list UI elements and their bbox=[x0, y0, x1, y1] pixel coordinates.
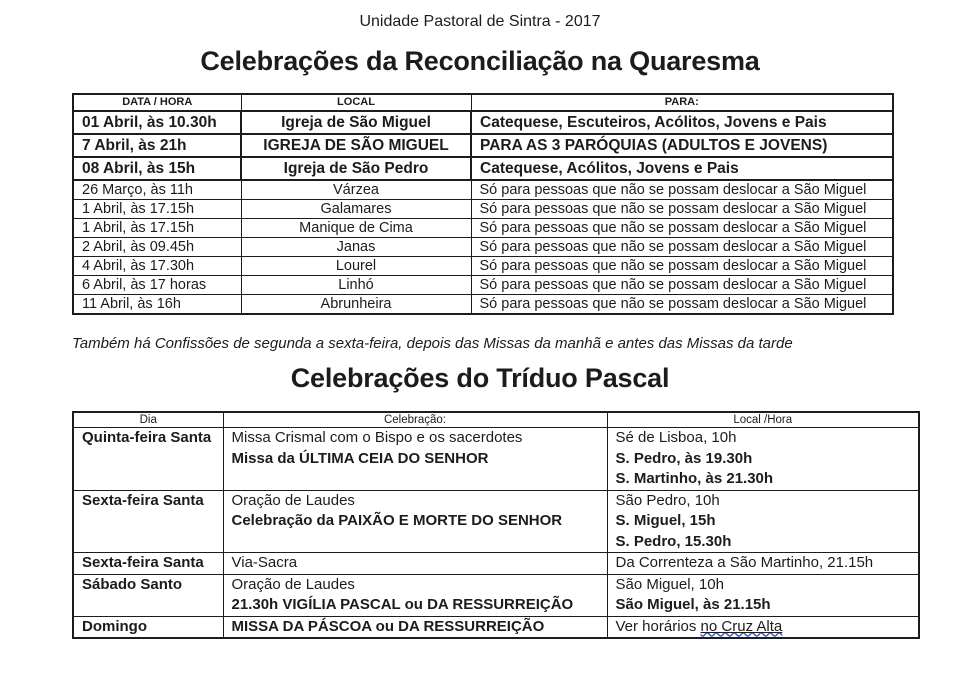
cell-para: PARA AS 3 PARÓQUIAS (ADULTOS E JOVENS) bbox=[471, 134, 893, 157]
table-row bbox=[73, 200, 893, 219]
table-row bbox=[73, 428, 919, 491]
cell-line: São Miguel, às 21.15h bbox=[615, 596, 771, 613]
table-row bbox=[73, 295, 893, 315]
cell-data-hora: 26 Março, às 11h bbox=[73, 180, 241, 200]
document-title: Unidade Pastoral de Sintra - 2017 bbox=[359, 13, 601, 30]
cell-line: Missa da ÚLTIMA CEIA DO SENHOR bbox=[231, 449, 489, 467]
cell-line: S. Pedro, 15.30h bbox=[615, 532, 732, 550]
cell-local: Janas bbox=[241, 238, 471, 257]
confessions-note: Também há Confissões de segunda a sexta-feira, depois das Missas da manhã e antes das Missas da tarde bbox=[72, 335, 793, 352]
cell-line: Via-Sacra bbox=[231, 554, 298, 571]
cell-line: São Pedro, 10h bbox=[615, 491, 720, 509]
cell-data-hora: 1 Abril, às 17.15h bbox=[73, 200, 241, 219]
cell-local: Igreja de São Miguel bbox=[241, 111, 471, 134]
cell-celebracao bbox=[223, 616, 607, 638]
column-header-para: PARA: bbox=[471, 94, 893, 111]
column-header-local-hora: Local /Hora bbox=[607, 412, 919, 428]
table-row bbox=[73, 276, 893, 295]
cell-para: Só para pessoas que não se possam deslocar a São Miguel bbox=[471, 276, 893, 295]
table-row bbox=[73, 111, 893, 134]
cell-para: Só para pessoas que não se possam deslocar a São Miguel bbox=[471, 295, 893, 315]
cell-dia: Quinta-feira Santa bbox=[73, 428, 223, 491]
cell-line: Da Correnteza a São Martinho, 21.15h bbox=[615, 554, 874, 571]
cell-local-hora bbox=[607, 616, 919, 638]
cell-line: S. Martinho, às 21.30h bbox=[615, 470, 774, 487]
table-row bbox=[73, 490, 919, 553]
cell-dia: Sábado Santo bbox=[73, 574, 223, 616]
cell-para: Só para pessoas que não se possam deslocar a São Miguel bbox=[471, 200, 893, 219]
cell-data-hora: 1 Abril, às 17.15h bbox=[73, 219, 241, 238]
cell-local: Linhó bbox=[241, 276, 471, 295]
table-row bbox=[73, 134, 893, 157]
cell-local: Lourel bbox=[241, 257, 471, 276]
cell-line: MISSA DA PÁSCOA ou DA RESSURREIÇÃO bbox=[231, 617, 545, 635]
cell-line: Oração de Laudes bbox=[231, 491, 355, 509]
cell-local-hora bbox=[607, 490, 919, 553]
cell-celebracao bbox=[223, 428, 607, 491]
triduo-table-body bbox=[73, 428, 919, 639]
cell-local-hora bbox=[607, 553, 919, 575]
cell-line: S. Miguel, 15h bbox=[615, 512, 716, 529]
cell-data-hora: 08 Abril, às 15h bbox=[73, 157, 241, 180]
triduo-table bbox=[72, 411, 920, 639]
table-row bbox=[73, 157, 893, 180]
cell-line: Sé de Lisboa, 10h bbox=[615, 429, 737, 446]
reconciliation-header-row bbox=[73, 94, 893, 111]
cell-data-hora: 11 Abril, às 16h bbox=[73, 295, 241, 315]
cell-line: Ver horários no Cruz Alta bbox=[615, 617, 783, 635]
cell-celebracao bbox=[223, 553, 607, 575]
cell-line: Oração de Laudes bbox=[231, 575, 355, 593]
cell-para: Só para pessoas que não se possam deslocar a São Miguel bbox=[471, 180, 893, 200]
cell-line: Celebração da PAIXÃO E MORTE DO SENHOR bbox=[231, 512, 563, 529]
cell-dia: Domingo bbox=[73, 616, 223, 638]
cell-line: São Miguel, 10h bbox=[615, 575, 724, 593]
table-row bbox=[73, 180, 893, 200]
cell-data-hora: 4 Abril, às 17.30h bbox=[73, 257, 241, 276]
reconciliation-heading: Celebrações da Reconciliação na Quaresma bbox=[200, 46, 760, 76]
cell-para: Catequese, Escuteiros, Acólitos, Jovens e Pais bbox=[471, 111, 893, 134]
cell-line: 21.30h VIGÍLIA PASCAL ou DA RESSURREIÇÃO bbox=[231, 596, 574, 613]
cell-local: Abrunheira bbox=[241, 295, 471, 315]
cell-para: Só para pessoas que não se possam deslocar a São Miguel bbox=[471, 257, 893, 276]
cell-celebracao bbox=[223, 490, 607, 553]
cell-line: Missa Crismal com o Bispo e os sacerdotes bbox=[231, 429, 523, 446]
table-row bbox=[73, 257, 893, 276]
triduo-heading: Celebrações do Tríduo Pascal bbox=[290, 363, 670, 393]
cell-local: Galamares bbox=[241, 200, 471, 219]
cell-local-hora bbox=[607, 574, 919, 616]
underlined-text: no Cruz Alta bbox=[700, 617, 783, 635]
cell-local: Igreja de São Pedro bbox=[241, 157, 471, 180]
cell-local: Várzea bbox=[241, 180, 471, 200]
cell-data-hora: 2 Abril, às 09.45h bbox=[73, 238, 241, 257]
column-header-celebracao: Celebração: bbox=[223, 412, 607, 428]
cell-data-hora: 6 Abril, às 17 horas bbox=[73, 276, 241, 295]
cell-para: Catequese, Acólitos, Jovens e Pais bbox=[471, 157, 893, 180]
cell-local: IGREJA DE SÃO MIGUEL bbox=[241, 134, 471, 157]
cell-local: Manique de Cima bbox=[241, 219, 471, 238]
cell-dia: Sexta-feira Santa bbox=[73, 553, 223, 575]
cell-data-hora: 7 Abril, às 21h bbox=[73, 134, 241, 157]
cell-para: Só para pessoas que não se possam deslocar a São Miguel bbox=[471, 219, 893, 238]
table-row bbox=[73, 616, 919, 638]
column-header-dia: Dia bbox=[73, 412, 223, 428]
table-row bbox=[73, 219, 893, 238]
column-header-local: LOCAL bbox=[241, 94, 471, 111]
cell-line: S. Pedro, às 19.30h bbox=[615, 449, 753, 467]
reconciliation-table bbox=[72, 93, 894, 315]
table-row bbox=[73, 238, 893, 257]
triduo-header-row bbox=[73, 412, 919, 428]
cell-local-hora bbox=[607, 428, 919, 491]
reconciliation-table-body bbox=[73, 111, 893, 314]
cell-celebracao bbox=[223, 574, 607, 616]
column-header-data-hora: DATA / HORA bbox=[73, 94, 241, 111]
cell-para: Só para pessoas que não se possam deslocar a São Miguel bbox=[471, 238, 893, 257]
cell-dia: Sexta-feira Santa bbox=[73, 490, 223, 553]
table-row bbox=[73, 553, 919, 575]
table-row bbox=[73, 574, 919, 616]
cell-data-hora: 01 Abril, às 10.30h bbox=[73, 111, 241, 134]
